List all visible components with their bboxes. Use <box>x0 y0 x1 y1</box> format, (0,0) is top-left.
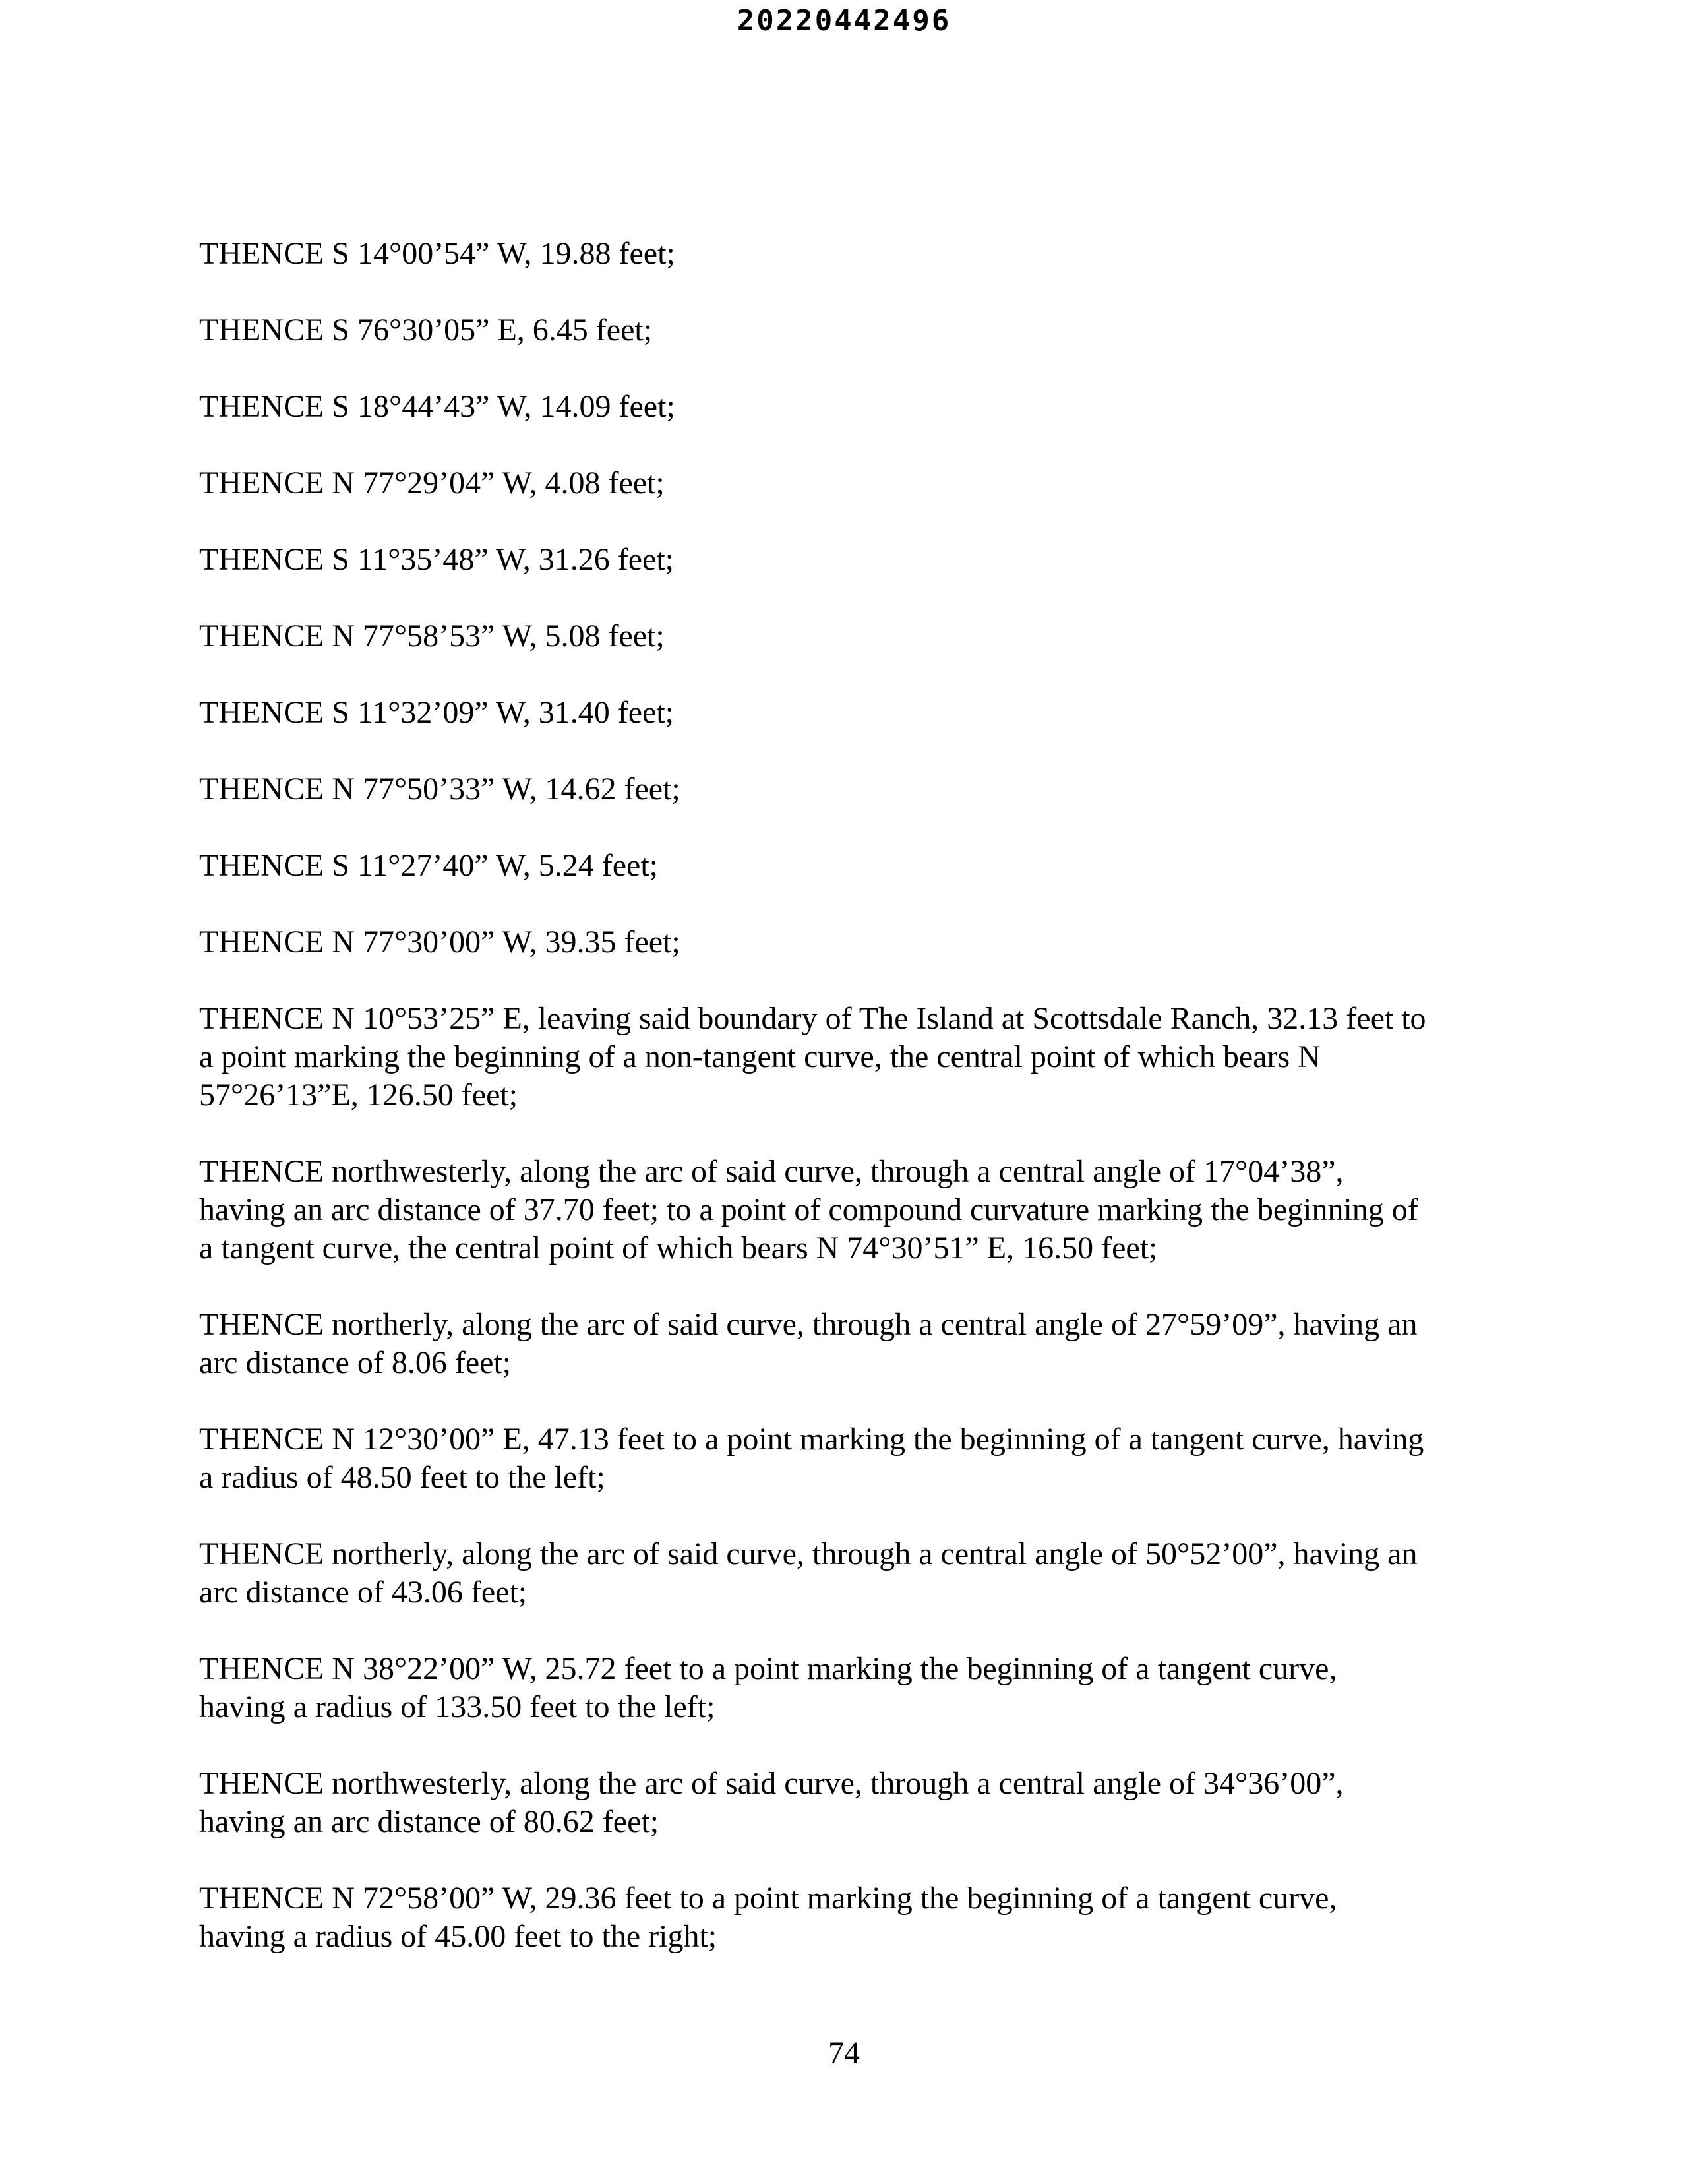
course-paragraph: THENCE S 11°35’48” W, 31.26 feet; <box>199 542 674 577</box>
course-paragraph: THENCE S 11°32’09” W, 31.40 feet; <box>199 695 674 730</box>
document-number: 20220442496 <box>737 4 951 38</box>
page-number: 74 <box>828 2036 860 2071</box>
course-paragraph: THENCE S 18°44’43” W, 14.09 feet; <box>199 389 675 424</box>
course-paragraph: THENCE N 77°29’04” W, 4.08 feet; <box>199 466 665 501</box>
course-paragraph: THENCE N 77°58’53” W, 5.08 feet; <box>199 619 665 653</box>
course-paragraph: THENCE northerly, along the arc of said curve, through a central angle of 27°59’09”, having an arc distance of 8.06 feet; <box>199 1307 1418 1380</box>
course-paragraph: THENCE N 38°22’00” W, 25.72 feet to a point marking the beginning of a tangent curve, having a radius of 133.50 feet to the left; <box>199 1651 1337 1724</box>
course-paragraph: THENCE N 72°58’00” W, 29.36 feet to a point marking the beginning of a tangent curve, having a radius of 45.00 feet to the right; <box>199 1881 1337 1954</box>
course-paragraph: THENCE S 11°27’40” W, 5.24 feet; <box>199 848 658 883</box>
course-paragraph: THENCE northerly, along the arc of said curve, through a central angle of 50°52’00”, having an arc distance of 43.06 feet; <box>199 1536 1418 1610</box>
course-paragraph: THENCE N 77°30’00” W, 39.35 feet; <box>199 925 680 959</box>
course-paragraph: THENCE S 14°00’54” W, 19.88 feet; <box>199 236 675 271</box>
course-paragraph: THENCE S 76°30’05” E, 6.45 feet; <box>199 313 653 348</box>
course-paragraph: THENCE northwesterly, along the arc of said curve, through a central angle of 17°04’38”, having an arc distance of 37.70 feet; to a point of compound curvature marking the beginning of a tangent curve, the central point of which bears N 74°30’51” E, 16.50 feet; <box>199 1154 1418 1265</box>
course-paragraph: THENCE N 10°53’25” E, leaving said boundary of The Island at Scottsdale Ranch, 32.13 feet to a point marking the beginning of a non-tangent curve, the central point of which bears N 57°26’13”E, 126.50 feet; <box>199 1001 1426 1112</box>
legal-description-body <box>199 235 1492 1994</box>
course-paragraph: THENCE N 12°30’00” E, 47.13 feet to a point marking the beginning of a tangent curve, having a radius of 48.50 feet to the left; <box>199 1422 1424 1495</box>
course-paragraph: THENCE N 77°50’33” W, 14.62 feet; <box>199 772 680 806</box>
course-paragraph: THENCE northwesterly, along the arc of said curve, through a central angle of 34°36’00”, having an arc distance of 80.62 feet; <box>199 1766 1344 1839</box>
